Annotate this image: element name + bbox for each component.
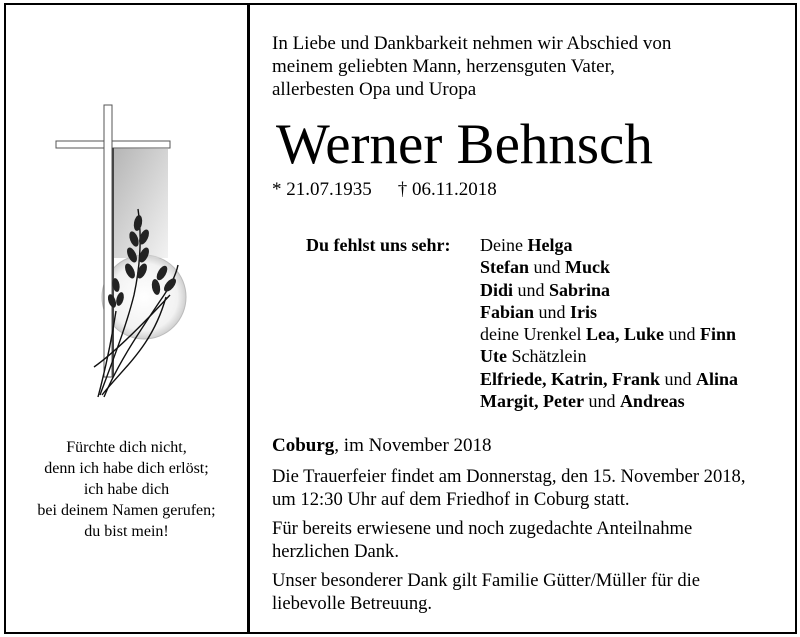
place-date-line xyxy=(272,434,492,457)
family-name: Fabian xyxy=(480,301,535,322)
family-line xyxy=(480,345,738,367)
family-name: Helga xyxy=(527,235,573,255)
family-name: Lea, Luke xyxy=(585,324,664,345)
deceased-name: Werner Behnsch xyxy=(276,113,653,176)
family-name: Alina xyxy=(695,368,738,389)
death-date: † 06.11.2018 xyxy=(397,179,497,200)
family-line xyxy=(480,368,738,390)
family-name: Elfriede, Katrin, Frank xyxy=(480,368,660,389)
verse-line: du bist mein! xyxy=(84,523,169,540)
service-line: um 12:30 Uhr auf dem Friedhof in Coburg statt. xyxy=(272,488,630,510)
family-name: Ute xyxy=(480,346,507,367)
cross-with-wheat-icon xyxy=(54,97,204,402)
city: Coburg xyxy=(272,435,335,456)
family-line xyxy=(480,323,738,345)
thanks-line: herzlichen Dank. xyxy=(272,540,399,562)
family-name: Margit, Peter xyxy=(480,391,584,412)
family-name: Andreas xyxy=(619,391,685,412)
intro-text xyxy=(272,32,772,101)
family-line xyxy=(480,390,738,412)
family-text: deine Urenkel xyxy=(480,324,586,345)
intro-line: meinem geliebten Mann, herzensguten Vater, xyxy=(272,56,615,77)
family-line xyxy=(480,256,738,278)
miss-label: Du fehlst uns sehr: xyxy=(306,235,451,255)
verse-line: Fürchte dich nicht, xyxy=(66,439,187,456)
family-text: Schätzlein xyxy=(506,346,587,367)
family-text: und xyxy=(659,368,696,389)
family-text: und xyxy=(513,279,550,300)
verse-line: ich habe dich xyxy=(83,481,170,498)
family-text: und xyxy=(663,324,700,345)
family-line xyxy=(480,279,738,301)
verse-line: denn ich habe dich erlöst; xyxy=(44,460,209,477)
service-line: Die Trauerfeier findet am Donnerstag, den 15. November 2018, xyxy=(272,466,746,487)
special-thanks-line: liebevolle Betreuung. xyxy=(272,592,433,614)
life-dates xyxy=(272,178,497,201)
left-column xyxy=(6,5,247,632)
family-line xyxy=(480,301,738,323)
family-name: Finn xyxy=(699,324,736,345)
special-thanks-line: Unser besonderer Dank gilt Familie Gütter/Müller für die xyxy=(272,570,701,591)
intro-line: In Liebe und Dankbarkeit nehmen wir Abschied von xyxy=(272,33,672,54)
special-thanks-text xyxy=(272,570,794,615)
family-text: und xyxy=(583,391,620,412)
family-list xyxy=(480,234,738,412)
family-text: und xyxy=(534,301,571,322)
birth-date: * 21.07.1935 xyxy=(272,179,372,200)
family-text: und xyxy=(529,257,565,278)
family-name: Iris xyxy=(570,301,598,322)
family-name: Didi xyxy=(480,279,514,300)
column-divider xyxy=(247,3,250,634)
intro-line: allerbesten Opa und Uropa xyxy=(272,79,477,100)
family-name: Muck xyxy=(565,257,610,278)
verse-line: bei deinem Namen gerufen; xyxy=(37,502,216,519)
family-name: Stefan xyxy=(480,257,529,278)
family-name: Sabrina xyxy=(549,279,611,300)
family-text: Deine xyxy=(480,235,528,255)
family-line xyxy=(480,234,738,256)
thanks-line: Für bereits erwiesene und noch zugedachte Anteilnahme xyxy=(272,518,693,539)
thanks-text xyxy=(272,518,794,563)
service-info xyxy=(272,466,794,511)
place-date-rest: , im November 2018 xyxy=(334,435,492,456)
bible-verse xyxy=(6,437,247,542)
